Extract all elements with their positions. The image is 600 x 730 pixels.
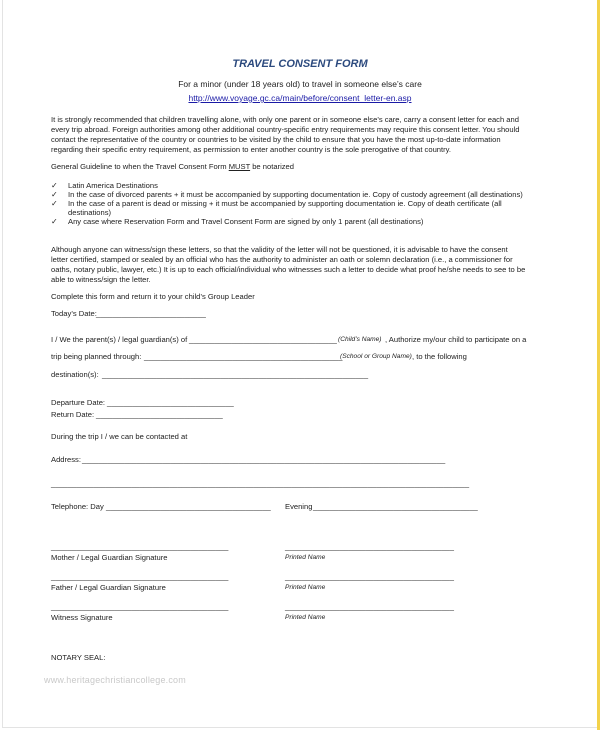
destination-label: destination(s): [51, 370, 99, 379]
checkmark-icon: ✓ [51, 199, 58, 208]
intro-line: contact the representative of the country or countries to be visited by the child to ensure that you have the most up-to-date information [51, 135, 501, 144]
return-date-label: Return Date: [51, 410, 95, 419]
witness-paragraph-line: able to witness/sign the letter. [51, 275, 151, 284]
evening-phone-field[interactable]: _______________________________________ [313, 502, 478, 511]
authorize-text: , Authorize my/our child to participate on a [385, 335, 527, 344]
evening-label: Evening [285, 502, 313, 511]
departure-date-field[interactable]: ______________________________ [107, 398, 234, 407]
form-title: TRAVEL CONSENT FORM [232, 58, 368, 70]
address-field-line-1[interactable]: ______________________________________________________________________________________ [82, 455, 446, 464]
father-signature-label: Father / Legal Guardian Signature [51, 583, 166, 592]
witness-paragraph-line: letter certified, stamped or sealed by an official who has the authority to administer an oath or solemn declaration (i.e., a commissioner for [51, 255, 513, 264]
contact-heading: During the trip I / we can be contacted at [51, 432, 188, 441]
watermark: www.heritagechristiancollege.com [44, 675, 186, 685]
intro-line: every trip abroad. Foreign authorities among other additional country-specific entry requirements may require this consent letter. You should [51, 125, 520, 134]
mother-signature-line[interactable]: __________________________________________ [51, 542, 229, 551]
form-subtitle: For a minor (under 18 years old) to travel in someone else’s care [178, 79, 422, 89]
address-field-line-2[interactable]: ___________________________________________________________________________________________________ [51, 479, 470, 488]
destination-field[interactable]: _______________________________________________________________ [102, 370, 369, 379]
witness-paragraph-line: Although anyone can witness/sign these letters, so that the validity of the letter will not be questioned, it is advisable to have the consent [51, 245, 508, 254]
checklist-item-continued: destinations) [68, 208, 112, 217]
printed-name-label: Printed Name [285, 554, 326, 561]
father-signature-line[interactable]: __________________________________________ [51, 572, 229, 581]
school-name-field[interactable]: _______________________________________________ [144, 352, 343, 361]
witness-signature-label: Witness Signature [51, 613, 113, 622]
trip-label: trip being planned through: [51, 352, 142, 361]
witness-signature-line[interactable]: __________________________________________ [51, 602, 229, 611]
checklist-item: Latin America Destinations [68, 181, 158, 190]
child-name-hint: (Child’s Name) [338, 336, 382, 343]
mother-signature-label: Mother / Legal Guardian Signature [51, 553, 168, 562]
mother-printed-name-line[interactable]: ________________________________________ [285, 542, 454, 551]
checklist-item: In the case of divorced parents + it must be accompanied by supporting documentation ie. Copy of custody agreement (all destinations) [68, 190, 523, 199]
return-date-field[interactable]: ______________________________ [96, 410, 223, 419]
address-label: Address: [51, 455, 81, 464]
witness-printed-name-line[interactable]: ________________________________________ [285, 602, 454, 611]
telephone-day-label: Telephone: Day [51, 502, 104, 511]
following-text: , to the following [412, 352, 467, 361]
printed-name-label: Printed Name [285, 614, 326, 621]
todays-date-label: Today’s Date: [51, 309, 97, 318]
consent-letter-link[interactable]: http://www.voyage.gc.ca/main/before/consent_letter-en.asp [188, 93, 412, 103]
witness-paragraph-line: oaths, notary public, lawyer, etc.) It is up to each official/individual who witnesses such a letter to decide what proof he/she needs to see to be [51, 265, 526, 274]
telephone-day-field[interactable]: _______________________________________ [106, 502, 271, 511]
must-emphasis: MUST [228, 162, 251, 171]
child-name-field[interactable]: ___________________________________ [189, 335, 337, 344]
checkmark-icon: ✓ [51, 181, 58, 190]
father-printed-name-line[interactable]: ________________________________________ [285, 572, 454, 581]
checkmark-icon: ✓ [51, 217, 58, 226]
school-name-hint: (School or Group Name) [340, 353, 412, 360]
checklist-item: Any case where Reservation Form and Travel Consent Form are signed by only 1 parent (all destinations) [68, 217, 424, 226]
parent-label: I / We the parent(s) / legal guardian(s) of [51, 335, 188, 344]
notarize-guideline: General Guideline to when the Travel Consent Form MUST be notarized [51, 162, 294, 171]
complete-instruction: Complete this form and return it to your child’s Group Leader [51, 292, 255, 301]
checklist-item: In the case of a parent is dead or missing + it must be accompanied by supporting documentation ie. Copy of death certificate (all [68, 199, 502, 208]
intro-line: regarding their specific entry requirement, as permission to enter another country is the sole prerogative of that country. [51, 145, 451, 154]
todays-date-field[interactable]: __________________________ [96, 309, 206, 318]
checkmark-icon: ✓ [51, 190, 58, 199]
printed-name-label: Printed Name [285, 584, 326, 591]
notary-seal-label: NOTARY SEAL: [51, 653, 106, 662]
departure-date-label: Departure Date: [51, 398, 106, 407]
intro-line: It is strongly recommended that children travelling alone, with only one parent or in someone else’s care, carry a consent letter for each and [51, 115, 519, 124]
